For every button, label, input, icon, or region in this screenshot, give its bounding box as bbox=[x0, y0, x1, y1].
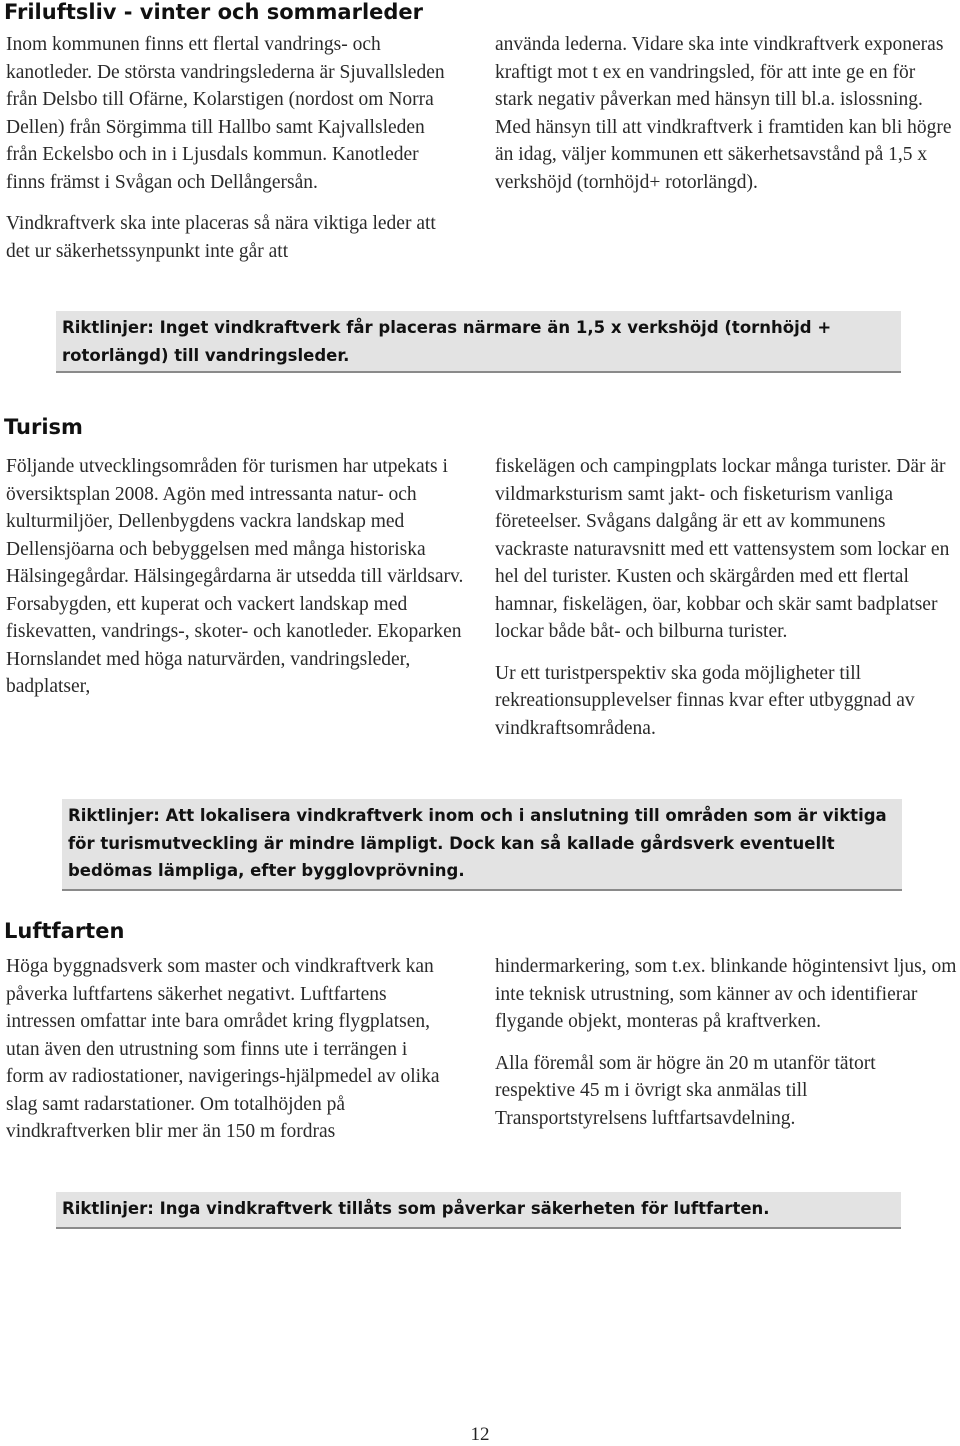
guideline-box-friluftsliv bbox=[56, 311, 901, 373]
paragraph: hindermarkering, som t.ex. blinkande högintensivt ljus, om inte teknisk utrustning, som känner av och identifierar flygande objekt, monteras på kraftverken. bbox=[495, 956, 957, 1032]
turism-left-column bbox=[6, 453, 471, 701]
turism-right-column bbox=[495, 453, 957, 742]
paragraph: Höga byggnadsverk som master och vindkraftverk kan påverka luftfartens säkerhet negativt. Luftfartens intressen omfattar inte bara området kring flygplatsen, utan även den utrustning som finns ute i terrängen i form av radiostationer, navigerings-hjälpmedel av olika slag samt radarstationer. Om totalhöjden på vindkraftverken blir mer än 150 m fordras bbox=[6, 956, 440, 1142]
luftfarten-left-column bbox=[6, 953, 446, 1146]
luftfarten-right-column bbox=[495, 953, 957, 1132]
guideline-box-turism bbox=[62, 799, 902, 891]
friluftsliv-right-column bbox=[495, 31, 955, 196]
guideline-text: Riktlinjer: Inget vindkraftverk får placeras närmare än 1,5 x verkshöjd (tornhöjd + rotorlängd) till vandringsleder. bbox=[62, 318, 832, 365]
paragraph: Alla föremål som är högre än 20 m utanför tätort respektive 45 m i övrigt ska anmälas till Transportstyrelsens luftfartsavdelning. bbox=[495, 1052, 876, 1129]
friluftsliv-left-column bbox=[6, 31, 452, 265]
page-number: 12 bbox=[470, 1424, 490, 1445]
guideline-text: Riktlinjer: Inga vindkraftverk tillåts som påverkar säkerheten för luftfarten. bbox=[62, 1199, 770, 1218]
paragraph: Följande utvecklingsområden för turismen har utpekats i översiktsplan 2008. Agön med intressanta natur- och kulturmiljöer, Dellenbygdens vackra landskap med Dellensjöarna och bebyggelsen med många historiska Hälsingegårdar. Hälsingegårdarna är utsedda till världsarv. Forsabygden, ett kuperat och vackert landskap med fiskevatten, vandrings-, skoter- och kanotleder. Ekoparken Hornslandet med höga naturvärden, vandringsleder, badplatser, bbox=[6, 456, 464, 697]
heading-luftfarten: Luftfarten bbox=[4, 919, 125, 943]
guideline-box-luftfarten bbox=[56, 1192, 901, 1229]
paragraph: Inom kommunen finns ett flertal vandrings- och kanotleder. De största vandringslederna är Sjuvallsleden från Delsbo till Ofärne, Kolarstigen (nordost om Norra Dellen) från Sörgimma till Hallbo samt Kajvallsleden från Eckelsbo och in i Ljusdals kommun. Kanotleder finns främst i Svågan och Dellångersån. bbox=[6, 34, 445, 193]
paragraph: använda lederna. Vidare ska inte vindkraftverk exponeras kraftigt mot t ex en vandringsled, för att inte ge en för stark negativ påverkan med hänsyn till bl.a. islossning. Med hänsyn till att vindkraftverk i framtiden kan bli högre än idag, väljer kommunen ett säkerhetsavstånd på 1,5 x verkshöjd (tornhöjd+ rotorlängd). bbox=[495, 34, 952, 193]
paragraph: Vindkraftverk ska inte placeras så nära viktiga leder att det ur säkerhetssynpunkt inte går att bbox=[6, 213, 436, 262]
guideline-text: Riktlinjer: Att lokalisera vindkraftverk inom och i anslutning till områden som är viktiga för turismutveckling är mindre lämpligt. Dock kan så kallade gårdsverk eventuellt bedömas lämpliga, efter bygglovprövning. bbox=[68, 806, 887, 880]
paragraph: Ur ett turistperspektiv ska goda möjligheter till rekreationsupplevelser finnas kvar efter utbyggnad av vindkraftsområdena. bbox=[495, 662, 915, 739]
heading-friluftsliv: Friluftsliv - vinter och sommarleder bbox=[4, 0, 424, 24]
paragraph: fiskelägen och campingplats lockar många turister. Där är vildmarksturism samt jakt- och fisketurism vanliga företeelser. Svågans dalgång är ett av kommunens vackraste naturavsnitt med ett vattensystem som lockar en hel del turister. Kusten och skärgården med ett flertal hamnar, fiskelägen, öar, kobbar och skär samt badplatser lockar både båt- och bilburna turister. bbox=[495, 456, 950, 642]
heading-turism: Turism bbox=[4, 415, 83, 439]
